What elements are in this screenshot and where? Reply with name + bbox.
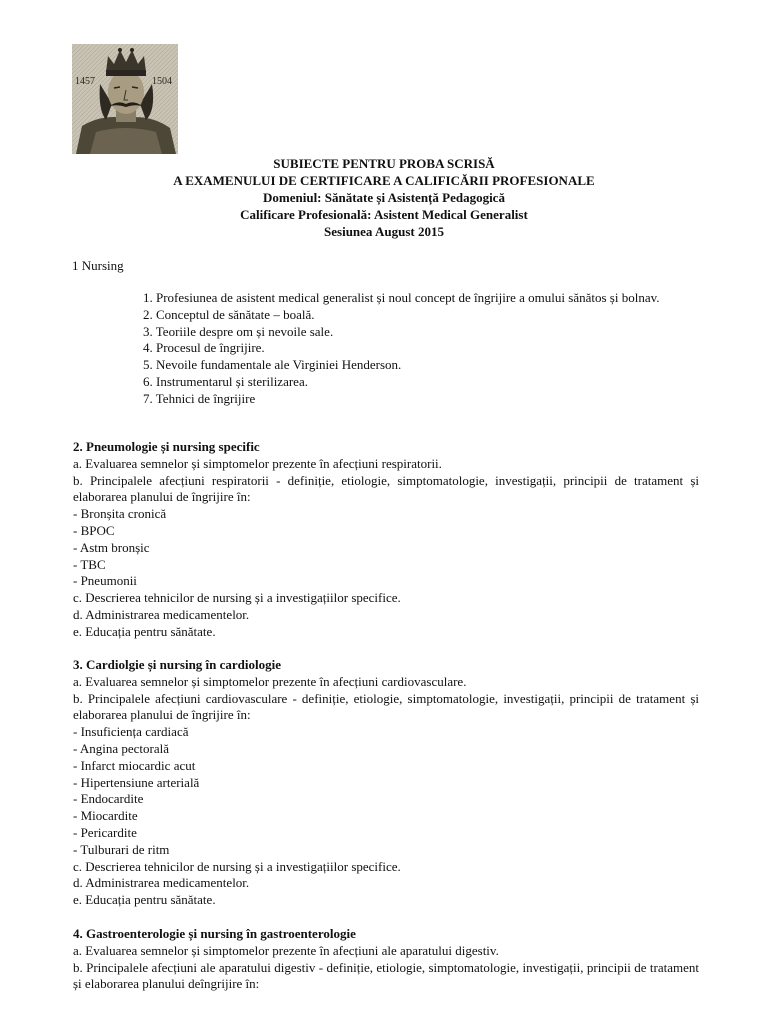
section3-item-c: c. Descrierea tehnicilor de nursing și a investigațiilor specifice. (73, 858, 401, 874)
section1-item: 2. Conceptul de sănătate – boală. (143, 306, 315, 322)
section4 (73, 926, 699, 993)
header-title-line2: A EXAMENULUI DE CERTIFICARE A CALIFICĂRII PROFESIONALE (173, 173, 595, 188)
section3-list-item: - Miocardite (73, 808, 138, 824)
section3-item-e: e. Educația pentru sănătate. (73, 892, 216, 908)
document-header (72, 155, 696, 240)
section2 (73, 439, 699, 641)
header-qualification: Calificare Profesională: Asistent Medical Generalist (240, 207, 528, 222)
section3-list-item: - Endocardite (73, 791, 144, 807)
section2-item-d: d. Administrarea medicamentelor. (73, 606, 250, 622)
section4-item-a: a. Evaluarea semnelor și simptomelor prezente în afecțiuni ale aparatului digestiv. (73, 942, 499, 958)
section2-title: 2. Pneumologie și nursing specific (73, 439, 260, 454)
section1-item: 5. Nevoile fundamentale ale Virginiei Henderson. (143, 357, 402, 373)
section3-item-d: d. Administrarea medicamentelor. (73, 875, 250, 891)
section1-title: 1 Nursing (72, 258, 124, 273)
section3-list-item: - Tulburari de ritm (73, 841, 170, 857)
section3-list-item: - Insuficiența cardiacă (73, 724, 189, 740)
section1-list (143, 290, 699, 408)
section3 (73, 657, 699, 909)
section4-title: 4. Gastroenterologie și nursing în gastroenterologie (73, 926, 356, 941)
portrait-engraving (72, 44, 178, 154)
section4-item-b: b. Principalele afecțiuni ale aparatului digestiv - definiție, etiologie, simptomatologie, investigații, principii de tratament și elaborarea planului deîngrijire în: (73, 959, 699, 992)
section2-list-item: - Pneumonii (73, 573, 137, 589)
portrait-image (72, 44, 178, 154)
section1-item: 6. Instrumentarul și sterilizarea. (143, 373, 308, 389)
header-session: Sesiunea August 2015 (324, 224, 444, 239)
section1-item: 1. Profesiunea de asistent medical generalist și noul concept de îngrijire a omului sănătos și bolnav. (143, 290, 660, 305)
section3-item-b: b. Principalele afecțiuni cardiovasculare - definiție, etiologie, simptomatologie, investigații, principii de tratament și elaborarea planului de îngrijire în: (73, 690, 699, 723)
section2-list-item: - Astm bronșic (73, 539, 150, 555)
section2-item-e: e. Educația pentru sănătate. (73, 623, 216, 639)
section1-item: 7. Tehnici de îngrijire (143, 390, 256, 406)
header-domain: Domeniul: Sănătate și Asistență Pedagogică (263, 190, 505, 205)
year-left: 1457 (75, 76, 95, 87)
section3-title: 3. Cardiolgie și nursing în cardiologie (73, 657, 282, 672)
section1-item: 4. Procesul de îngrijire. (143, 340, 265, 356)
section2-list-item: - BPOC (73, 522, 115, 538)
year-right: 1504 (152, 76, 172, 87)
section2-item-a: a. Evaluarea semnelor și simptomelor prezente în afecțiuni respiratorii. (73, 455, 442, 471)
section2-item-c: c. Descrierea tehnicilor de nursing și a investigațiilor specifice. (73, 590, 401, 606)
section2-list-item: - TBC (73, 556, 106, 572)
section3-list-item: - Infarct miocardic acut (73, 757, 196, 773)
section1-item: 3. Teoriile despre om și nevoile sale. (143, 323, 334, 339)
header-title-line1: SUBIECTE PENTRU PROBA SCRISĂ (273, 156, 495, 171)
section2-item-b: b. Principalele afecțiuni respiratorii - definiție, etiologie, simptomatologie, investigații, principii de tratament și elaborarea planului de îngrijire în: (73, 472, 699, 505)
section2-list-item: - Bronșita cronică (73, 506, 167, 522)
section3-list-item: - Pericardite (73, 824, 137, 840)
section3-item-a: a. Evaluarea semnelor și simptomelor prezente în afecțiuni cardiovasculare. (73, 673, 467, 689)
section3-list-item: - Angina pectorală (73, 740, 170, 756)
section3-list-item: - Hipertensiune arterială (73, 774, 200, 790)
